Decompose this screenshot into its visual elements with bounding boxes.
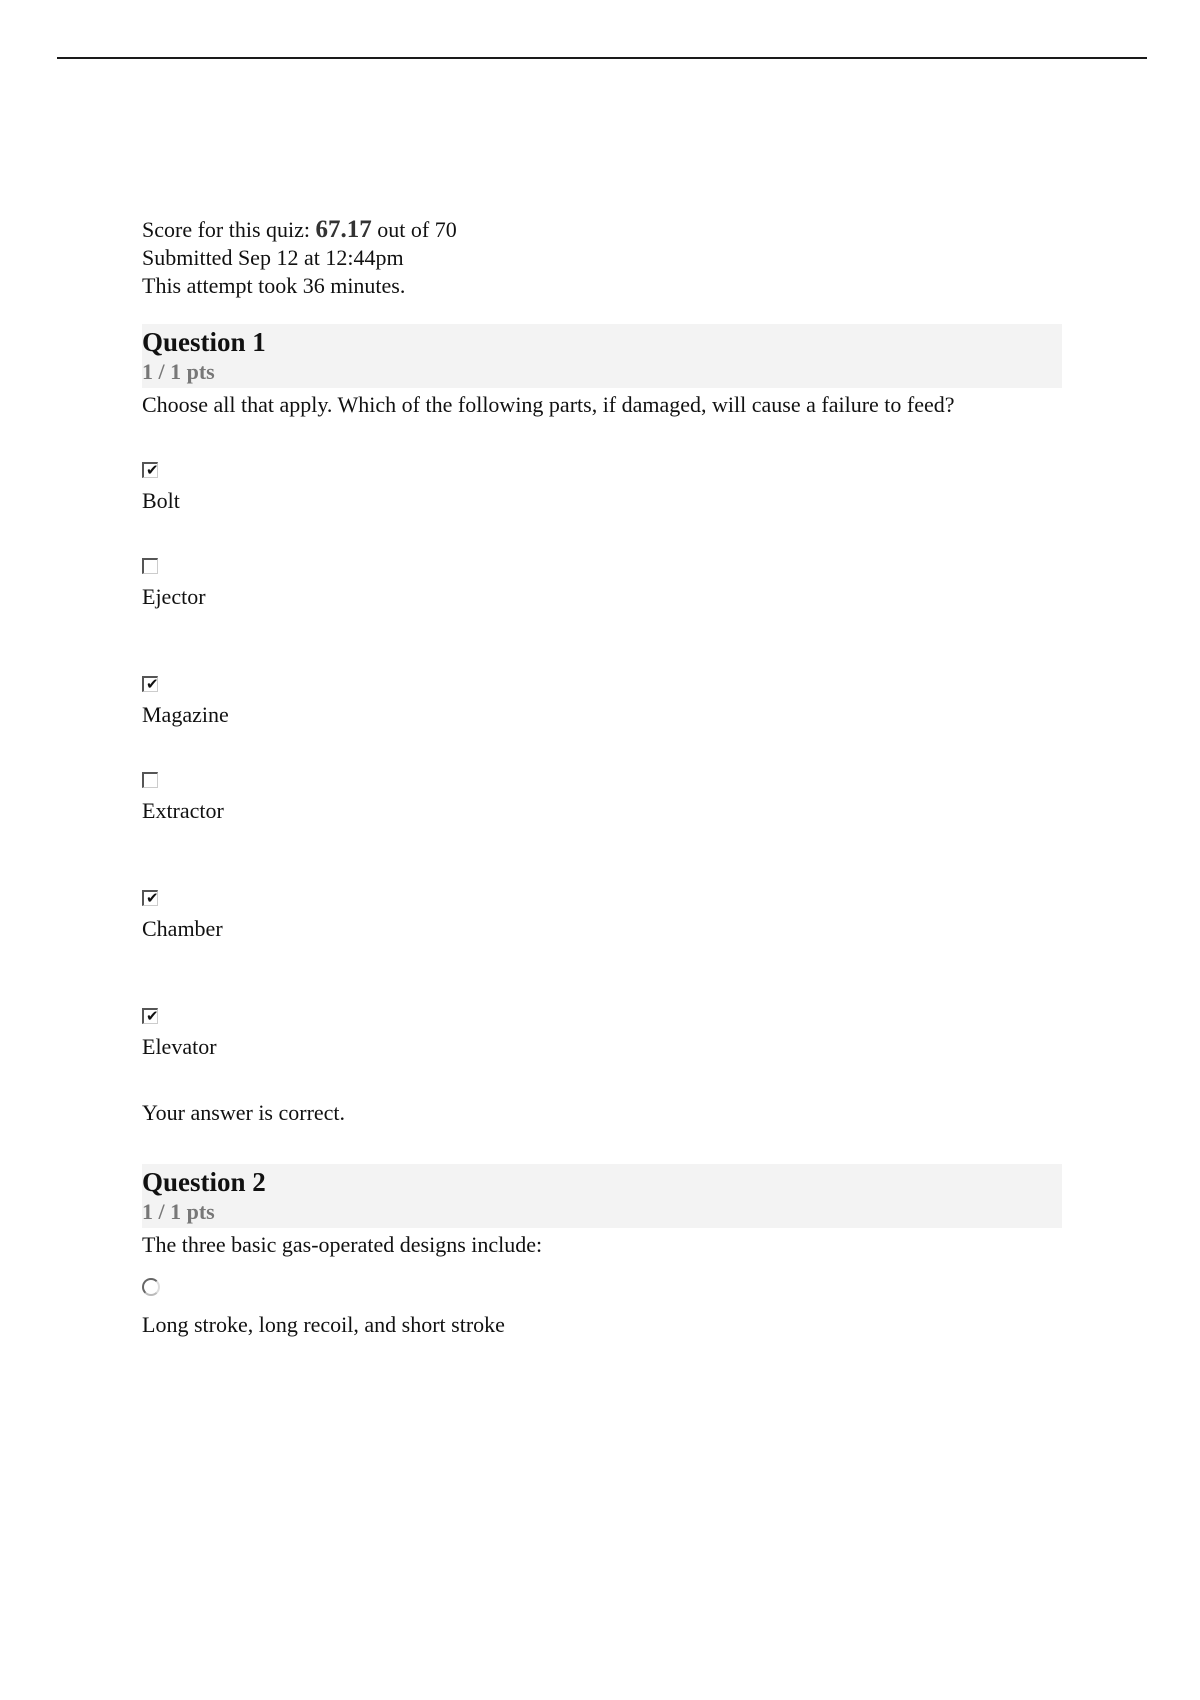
question-title: Question 2 [142,1167,266,1197]
score-suffix: out of 70 [377,217,457,242]
answer-list [142,462,1062,1060]
answer-checkbox[interactable] [142,558,158,574]
answer-option[interactable] [142,676,1062,728]
answer-option[interactable] [142,1278,1062,1338]
answer-checkbox[interactable] [142,772,158,788]
question-header [142,1164,1062,1228]
answer-option[interactable] [142,1008,1062,1060]
answer-radio[interactable] [142,1278,160,1296]
quiz-results [142,216,1062,1338]
question-text: Choose all that apply. Which of the following parts, if damaged, will cause a failure to feed? [142,392,955,417]
answer-label: Magazine [142,702,229,727]
question-points: 1 / 1 pts [142,1199,215,1224]
score-value: 67.17 [315,216,372,243]
check-icon: ✔ [146,1007,159,1025]
question-2 [142,1164,1062,1338]
answer-label: Bolt [142,488,180,513]
check-icon: ✔ [146,675,159,693]
question-1 [142,324,1062,1126]
answer-option[interactable] [142,772,1062,824]
quiz-summary [142,216,1062,300]
answer-option[interactable] [142,558,1062,610]
answer-label: Chamber [142,916,223,941]
submitted-time: Submitted Sep 12 at 12:44pm [142,245,404,270]
question-text: The three basic gas-operated designs include: [142,1232,543,1257]
answer-label: Long stroke, long recoil, and short stroke [142,1312,505,1337]
score-label: Score for this quiz: [142,217,311,242]
question-header [142,324,1062,388]
answer-label: Ejector [142,584,206,609]
attempt-duration: This attempt took 36 minutes. [142,273,406,298]
answer-label: Extractor [142,798,224,823]
answer-label: Elevator [142,1034,217,1059]
answer-checkbox[interactable] [142,676,158,692]
score-line [142,216,1062,244]
answer-checkbox[interactable] [142,462,158,478]
question-title: Question 1 [142,327,266,357]
answer-checkbox[interactable] [142,1008,158,1024]
answer-option[interactable] [142,462,1062,514]
answer-list [142,1278,1062,1338]
answer-checkbox[interactable] [142,890,158,906]
check-icon: ✔ [146,461,159,479]
check-icon: ✔ [146,889,159,907]
top-divider [57,57,1147,59]
question-points: 1 / 1 pts [142,359,215,384]
answer-option[interactable] [142,890,1062,942]
answer-feedback: Your answer is correct. [142,1100,346,1125]
